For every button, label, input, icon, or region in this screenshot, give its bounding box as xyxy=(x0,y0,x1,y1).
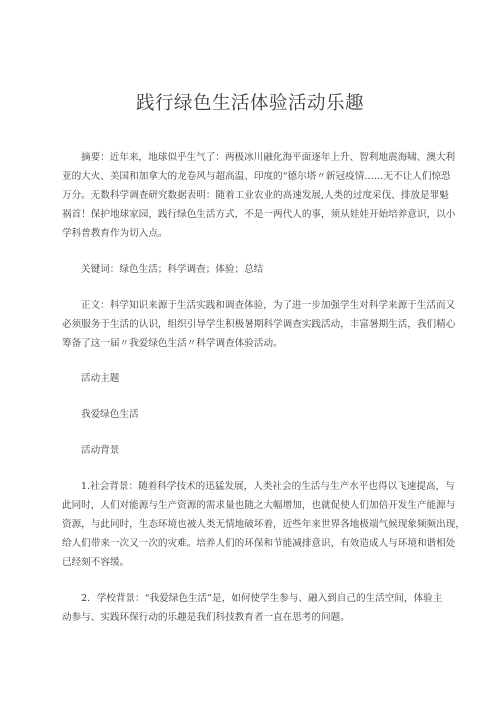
body-paragraph xyxy=(62,296,456,353)
background-heading: 活动背景 xyxy=(81,445,120,456)
keywords-paragraph xyxy=(62,260,442,279)
background-line: 资源，与此同时，生态环境也被人类无情地破坏着，近些年来世界各地极端气候现象频频出现， xyxy=(62,519,465,530)
keywords-line: 关键词：绿色生活；科学调查；体验；总结 xyxy=(81,264,264,275)
body-line: 筹备了这一届〃我爱绿色生活〃科学调查体验活动。 xyxy=(62,338,283,349)
abstract-line: 万分。无数科学调查研究数据表明：随着工业农业的高速发展,人类的过度采伐、排放是罪魁 xyxy=(62,190,449,201)
background-line: 此同时，人们对能源与生产资源的需求量也随之大幅增加，也就促使人们加倍开发生产能源与 xyxy=(62,500,456,511)
body-line: 正文：科学知识来源于生活实践和调查体验，为了进一步加强学生对科学来源于生活而又 xyxy=(81,300,456,311)
background-social-paragraph xyxy=(62,477,465,572)
abstract-paragraph xyxy=(62,148,456,243)
abstract-line: 祸首！保护地球家园，践行绿色生活方式，不是一两代人的事，须从娃娃开始培养意识，以小 xyxy=(62,209,456,220)
abstract-line: 摘要：近年来，地球似乎生气了：两极冰川融化海平面逐年上升、智利地震海啸、澳大利 xyxy=(81,152,456,163)
background-line: 动参与、实践环保行动的乐趣是我们科技教育者一直在思考的问题。 xyxy=(62,612,350,623)
background-line: 已经刻不容缓。 xyxy=(62,557,130,568)
document-title: 践行绿色生活体验活动乐趣 xyxy=(135,93,364,114)
background-school-paragraph xyxy=(62,589,442,627)
background-line: 给人们带来一次又一次的灾难。培养人们的环保和节能减排意识，有效造成人与环境和谐相处 xyxy=(62,538,456,549)
background-line: 1.社会背景：随着科学技术的迅猛发展，人类社会的生活与生产水平也得以飞速提高，与 xyxy=(81,481,455,492)
theme-heading: 活动主题 xyxy=(81,373,120,384)
abstract-line: 学科普教育作为切入点。 xyxy=(62,228,168,239)
background-line: 2．学校背景：“我爱绿色生活”是，如何使学生参与、融入到自己的生活空间，体验主 xyxy=(81,593,443,604)
abstract-line: 亚的大火、美国和加拿大的龙卷风与超高温、印度的“德尔塔〃新冠疫情……无不让人们惊恐 xyxy=(62,171,451,182)
body-line: 必须服务于生活的认识，组织引导学生积极暑期科学调查实践活动，丰富暑期生活，我们精心 xyxy=(62,319,456,330)
theme-text: 我爱绿色生活 xyxy=(81,409,139,420)
